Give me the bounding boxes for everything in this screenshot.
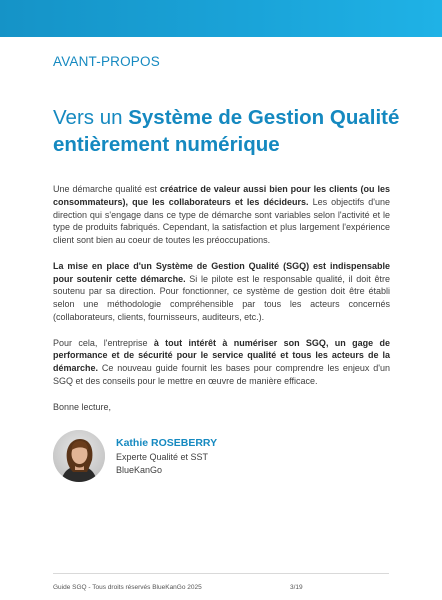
title-plain: Vers un: [53, 106, 129, 129]
paragraph-text: Bonne lecture,: [53, 401, 112, 412]
footer-divider: [53, 573, 389, 574]
paragraph-text: Une démarche qualité est: [53, 184, 160, 194]
title-bold: Système de Gestion Qualité entièrement numérique: [53, 106, 400, 156]
emphasis-text: La mise en place d'un Système de Gestion Qualité (SGQ) est indispensable pour soutenir cette démarche.: [53, 260, 390, 284]
emphasis-text: créatrice de valeur aussi bien pour les clients (ou les consommateurs), que les collaborateurs et les décideurs.: [53, 184, 390, 207]
author-company: BlueKanGo: [116, 465, 163, 475]
paragraph-text: Si le pilote est le responsable qualité, il doit être soutenu par sa direction. Pour fonctionner, ce système de gestion doit être établi selon une méthodologie compréhensible par tous les acteurs concernés (collaborateurs, clients, fournisseurs, auditeurs, etc.).: [53, 273, 390, 322]
section-label: AVANT-PROPOS: [53, 54, 160, 69]
paragraph-text: Les objectifs d'une direction qui s'engage dans ce type de démarche sont variables selon l'activité et le type de produits fabriqués. Cependant, la satisfaction et plus largement l'expérience client sont bien au coeur de toutes les préoccupations.: [53, 196, 390, 246]
emphasis-text: à tout intérêt à numériser son SGQ, un gage de performance et de sécurité pour le service qualité et tous les acteurs de la démarche.: [53, 337, 390, 374]
author-block: [53, 430, 353, 486]
paragraph-text: Pour cela, l'entreprise: [53, 337, 154, 348]
paragraph: [53, 183, 390, 247]
paragraph: [53, 260, 390, 324]
header-band: [0, 0, 442, 37]
avatar: [53, 430, 105, 482]
page-number: 3/19: [290, 584, 303, 591]
footer-copyright: Guide SGQ - Tous droits réservés BlueKanGo 2025: [53, 584, 202, 591]
author-name: Kathie ROSEBERRY: [116, 437, 218, 449]
author-role: Experte Qualité et SST: [116, 452, 209, 462]
paragraph: [53, 337, 390, 388]
page-title: [53, 104, 403, 158]
paragraph-text: Ce nouveau guide fournit les bases pour comprendre les enjeux d'un SGQ et des conseils pour le mettre en œuvre de manière efficace.: [53, 363, 390, 386]
author-photo: [53, 430, 105, 482]
foreword-body: [53, 183, 390, 426]
paragraph: [53, 401, 390, 414]
